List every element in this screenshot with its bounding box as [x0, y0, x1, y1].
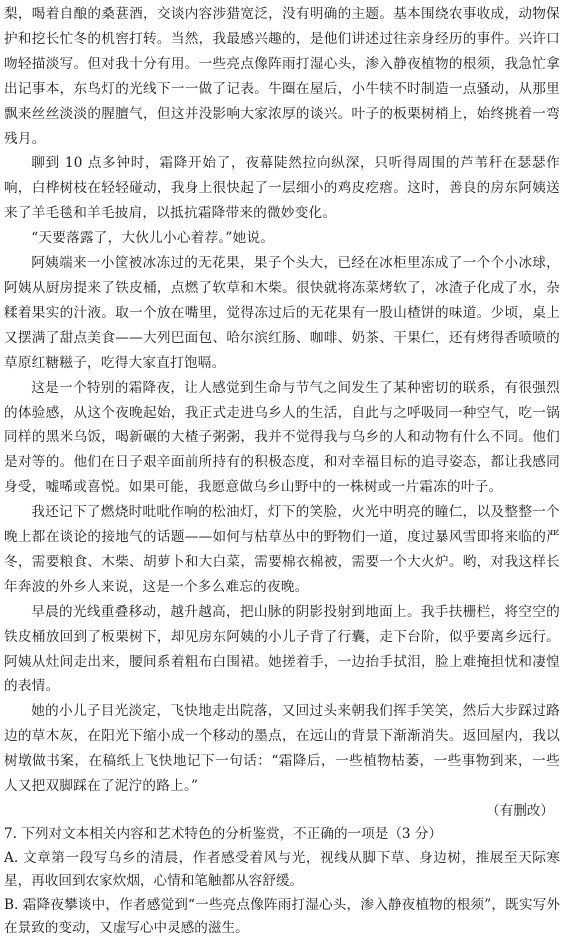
question-stem: 7. 下列对文本相关内容和艺术特色的分析鉴赏，不正确的一项是（3 分）	[4, 826, 443, 842]
article-paragraph-8: 她的小儿子目光淡定，飞快地走出院落，又回过头来朝我们挥手笑笑，然后大步踩过路边的草木灰，在阳光下缩小成一个移动的墨点，在远山的背景下渐渐消失。返回屋内，我以树墩做书案，在稿纸上飞快地记下一句话：“霜降后，一些植物枯萎，一些事物到来，一些人又把双脚踩在了泥泞的路上。”	[4, 703, 560, 795]
edit-note: （有删改）	[486, 803, 554, 819]
article-body	[4, 2, 560, 823]
article-paragraph-5: 这是一个特别的霜降夜，让人感觉到生命与节气之间发生了某种密切的联系，有很强烈的体验感，从这个夜晚起始，我正式走进乌乡人的生活，自此与之呼吸同一种空气，吃一锅同样的黑米乌饭，喝新碾的大楂子粥粥，我并不觉得我与乌乡的人和动物有什么不同。他们是对等的。他们在日子艰辛面前所持有的积极态度，和对幸福目标的追寻姿态，都让我感同身受，嘘唏或喜悦。如果可能，我愿意做乌乡山野中的一株树或一片霜冻的叶子。	[4, 379, 560, 496]
option-a[interactable]: A. 文章第一段写乌乡的清晨，作者感受着风与光，视线从脚下草、身边树，推展至天际寒星，再收回到农家炊烟，心情和笔触都从容舒缓。	[4, 849, 560, 889]
article-paragraph-6: 我还记下了燃烧时吡吡作响的松油灯，灯下的笑脸，火光中明亮的瞳仁，以及整整一个晚上都在谈论的接地气的话题——如何与枯草丛中的野物们一道，度过暴风雪即将来临的严冬，需要粮食、木柴、胡萝卜和大白菜，需要棉衣棉被，需要一个大火炉。哟，对我这样长年奔波的外乡人来说，这是一个多么难忘的夜晚。	[4, 504, 560, 595]
article-paragraph-2: 聊到 10 点多钟时，霜降开始了，夜幕陡然拉向纵深，只听得周围的芦苇秆在瑟瑟作响，白桦树枝在轻轻碰动，我身上很快起了一层细小的鸡皮疙瘩。这时，善良的房东阿姨送来了羊毛毯和羊毛披肩，以抵抗霜降带来的微妙变化。	[4, 155, 560, 222]
option-b[interactable]: B. 霜降夜攀谈中，作者感觉到“一些亮点像阵雨打湿心头，渗入静夜植物的根须”，既实写外在景致的变动，又虚写心中灵感的滋生。	[4, 896, 560, 936]
article-paragraph-1: 梨，喝着自酿的桑葚酒，交谈内容涉猎宽泛，没有明确的主题。基本围绕农事收成，动物保护和挖长忙冬的机窖打转。当然，我最感兴趣的，是他们讲述过往亲身经历的事件。兴许口吻轻描淡写。但对我十分有用。一些亮点像阵雨打湿心头，渗入静夜植物的根须，我急忙拿出记事本，东鸟灯的光线下一一做了记表。牛圈在屋后，小牛犊不时制造一点骚动，从那里飘来丝丝淡淡的腥膻气，但这并没影响大家浓厚的谈兴。叶子的板栗树梢上，始终挑着一弯残月。	[4, 6, 560, 147]
article-paragraph-7: 早晨的光线重叠移动，越升越高，把山脉的阴影投射到地面上。我手扶栅栏，将空空的铁皮桶放回到了板栗树下，却见房东阿姨的小儿子背了行囊，走下台阶，似乎要离乡远行。阿姨从灶间走出来，腰间系着粗布白围裙。她搓着手，一边抬手拭泪，脸上难掩担忧和凄惶的表情。	[4, 603, 560, 695]
question-block	[4, 823, 560, 941]
article-paragraph-4: 阿姨端来一小筐被冰冻过的无花果，果子个头大，已经在冰柜里冻成了一个个小冰球，阿姨从厨房提来了铁皮桶，点燃了软草和木柴。很快就将冻菜烤软了，冰渣子化成了水，杂糅着果实的汁液。取一个放在嘴里，觉得冻过后的无花果有一股山楂饼的味道。少顷，桌上又摆满了甜点美食——大列巴面包、哈尔滨红肠、咖啡、奶茶、干果仁，还有烤得香喷喷的草原红糖糍子，吃得大家直打饱嗝。	[4, 255, 560, 371]
article-paragraph-3: “天要落露了，大伙儿小心着荐。”她说。	[31, 230, 275, 247]
